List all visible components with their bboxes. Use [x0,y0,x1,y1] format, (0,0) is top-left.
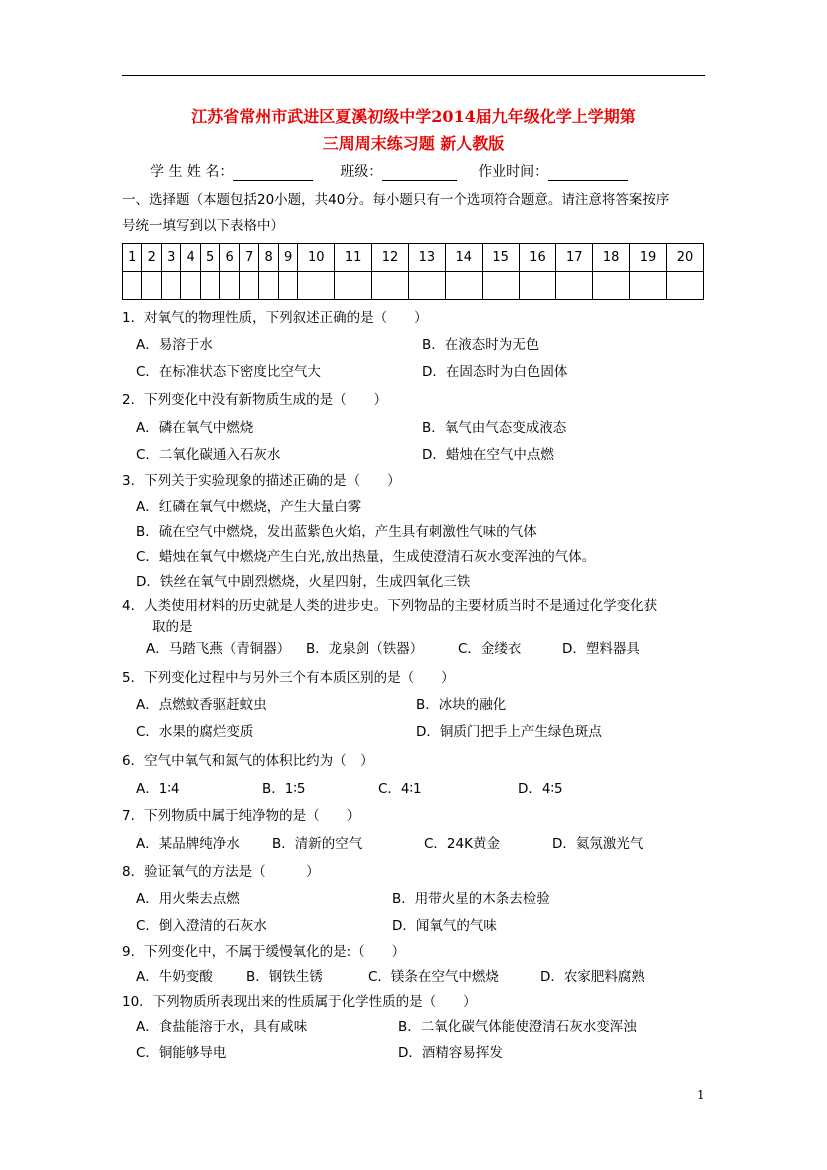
answer-table-answer-cell[interactable] [181,272,200,300]
answer-table-answer-cell[interactable] [335,272,372,300]
q3-option-a[interactable]: A．红磷在氧气中燃烧，产生大量白雾 [136,499,362,515]
q1-option-c[interactable]: C．在标准状态下密度比空气大 [136,364,321,380]
q4-option-c[interactable]: C．金缕衣 [458,641,522,657]
student-info-row [150,163,628,181]
answer-table-header-cell: 17 [556,244,593,272]
answer-table-header-cell: 1 [123,244,142,272]
q9-option-a[interactable]: A．牛奶变酸 [136,969,213,985]
q9-option-d[interactable]: D．农家肥料腐熟 [540,969,645,985]
question-4-stem: 4．人类使用材料的历史就是人类的进步史。下列物品的主要材质当时不是通过化学变化获 [122,598,658,614]
answer-table-header-cell: 12 [372,244,409,272]
question-1-stem: 1．对氧气的物理性质，下列叙述正确的是（ ） [122,310,428,326]
question-3-stem: 3．下列关于实验现象的描述正确的是（ ） [122,473,401,489]
student-name-blank[interactable] [233,166,313,181]
answer-table-header-cell: 16 [519,244,556,272]
answer-table-answer-cell[interactable] [519,272,556,300]
answer-table-answer-cell[interactable] [556,272,593,300]
answer-table-answer-cell[interactable] [278,272,297,300]
question-7-stem: 7．下列物质中属于纯净物的是（ ） [122,808,361,824]
document-title-line-1: 江苏省常州市武进区夏溪初级中学2014届九年级化学上学期第 [191,107,636,126]
answer-table-answer-cell[interactable] [593,272,630,300]
answer-table-answer-row [123,272,704,300]
answer-table-header-cell: 18 [593,244,630,272]
answer-table-header-cell: 2 [142,244,161,272]
time-blank[interactable] [548,166,628,181]
q6-option-b[interactable]: B．1∶5 [262,781,306,797]
document-title-line-2: 三周周末练习题 新人教版 [322,134,505,153]
answer-table-answer-cell[interactable] [142,272,161,300]
answer-table-header-cell: 15 [482,244,519,272]
q7-option-b[interactable]: B．清新的空气 [272,836,363,852]
q9-option-c[interactable]: C．镁条在空气中燃烧 [368,969,499,985]
answer-table-header-cell: 9 [278,244,297,272]
answer-table-answer-cell[interactable] [161,272,180,300]
q2-option-b[interactable]: B．氧气由气态变成液态 [422,420,567,436]
q4-option-a[interactable]: A．马踏飞燕（青铜器） [146,641,291,657]
class-label: 班级： [340,164,383,180]
q7-option-a[interactable]: A．某品牌纯净水 [136,836,240,852]
answer-table-header-cell: 10 [298,244,335,272]
q7-option-c[interactable]: C．24K黄金 [424,836,500,852]
q5-option-b[interactable]: B．冰块的融化 [416,697,507,713]
answer-table-answer-cell[interactable] [259,272,278,300]
answer-table-answer-cell[interactable] [666,272,703,300]
q1-option-a[interactable]: A．易溶于水 [136,337,213,353]
answer-table-header-cell: 4 [181,244,200,272]
q6-option-a[interactable]: A．1∶4 [136,781,180,797]
q10-option-c[interactable]: C．铜能够导电 [136,1045,227,1061]
answer-table-answer-cell[interactable] [630,272,667,300]
section-instructions-line-1: 一、选择题（本题包括20小题，共40分。每小题只有一个选项符合题意。请注意将答案按序 [122,192,670,208]
section-instructions-line-2: 号统一填写到以下表格中） [122,218,284,234]
q6-option-d[interactable]: D．4∶5 [518,781,563,797]
answer-table-answer-cell[interactable] [220,272,239,300]
answer-table-header-cell: 13 [408,244,445,272]
answer-table-answer-cell[interactable] [123,272,142,300]
question-9-stem: 9．下列变化中，不属于缓慢氧化的是:（ ） [122,944,406,960]
q3-option-d[interactable]: D．铁丝在氧气中剧烈燃烧，火星四射，生成四氧化三铁 [136,574,471,590]
answer-table-answer-cell[interactable] [200,272,219,300]
answer-table-header-cell: 5 [200,244,219,272]
q10-option-b[interactable]: B．二氧化碳气体能使澄清石灰水变浑浊 [398,1019,637,1035]
q4-option-d[interactable]: D．塑料器具 [562,641,640,657]
question-2-stem: 2．下列变化中没有新物质生成的是（ ） [122,392,388,408]
q5-option-c[interactable]: C．水果的腐烂变质 [136,724,254,740]
q1-option-d[interactable]: D．在固态时为白色固体 [422,364,568,380]
answer-table-header-cell: 8 [259,244,278,272]
answer-table-header-cell: 14 [445,244,482,272]
q2-option-d[interactable]: D．蜡烛在空气中点燃 [422,447,554,463]
answer-table-header-cell: 11 [335,244,372,272]
student-name-label: 学 生 姓 名： [150,164,234,180]
q8-option-a[interactable]: A．用火柴去点燃 [136,891,240,907]
answer-table-answer-cell[interactable] [239,272,258,300]
q6-option-c[interactable]: C．4∶1 [378,781,422,797]
q8-option-d[interactable]: D．闻氧气的气味 [392,918,497,934]
answer-table-header-cell: 19 [630,244,667,272]
q5-option-a[interactable]: A．点燃蚊香驱赶蚊虫 [136,697,267,713]
q2-option-c[interactable]: C．二氧化碳通入石灰水 [136,447,281,463]
question-4-stem-continued: 取的是 [152,619,193,635]
q9-option-b[interactable]: B．钢铁生锈 [246,969,323,985]
q3-option-c[interactable]: C．蜡烛在氧气中燃烧产生白光,放出热量，生成使澄清石灰水变浑浊的气体。 [136,549,596,565]
time-label: 作业时间： [478,164,549,180]
q10-option-d[interactable]: D．酒精容易挥发 [398,1045,503,1061]
question-10-stem: 10．下列物质所表现出来的性质属于化学性质的是（ ） [122,994,477,1010]
answer-table-header-cell: 3 [161,244,180,272]
q2-option-a[interactable]: A．磷在氧气中燃烧 [136,420,254,436]
answer-table-header-cell: 7 [239,244,258,272]
question-8-stem: 8．验证氧气的方法是（ ） [122,864,320,880]
q8-option-c[interactable]: C．倒入澄清的石灰水 [136,918,267,934]
q10-option-a[interactable]: A．食盐能溶于水，具有咸味 [136,1019,308,1035]
q3-option-b[interactable]: B．硫在空气中燃烧，发出蓝紫色火焰，产生具有刺激性气味的气体 [136,524,537,540]
answer-table-header-cell: 20 [666,244,703,272]
answer-table [122,243,704,300]
question-5-stem: 5．下列变化过程中与另外三个有本质区别的是（ ） [122,670,455,686]
answer-table-answer-cell[interactable] [482,272,519,300]
answer-table-header-row [123,244,704,272]
q1-option-b[interactable]: B．在液态时为无色 [422,337,540,353]
answer-table-answer-cell[interactable] [298,272,335,300]
question-6-stem: 6．空气中氧气和氮气的体积比约为（ ） [122,753,374,769]
answer-table-answer-cell[interactable] [408,272,445,300]
page-number: 1 [697,1088,705,1102]
answer-table-answer-cell[interactable] [372,272,409,300]
q7-option-d[interactable]: D．氦氖激光气 [552,836,644,852]
answer-table-header-cell: 6 [220,244,239,272]
q4-option-b[interactable]: B．龙泉剑（铁器） [306,641,424,657]
q5-option-d[interactable]: D．铜质门把手上产生绿色斑点 [416,724,602,740]
class-blank[interactable] [382,166,457,181]
answer-table-answer-cell[interactable] [445,272,482,300]
q8-option-b[interactable]: B．用带火星的木条去检验 [392,891,550,907]
header-rule [122,75,705,76]
